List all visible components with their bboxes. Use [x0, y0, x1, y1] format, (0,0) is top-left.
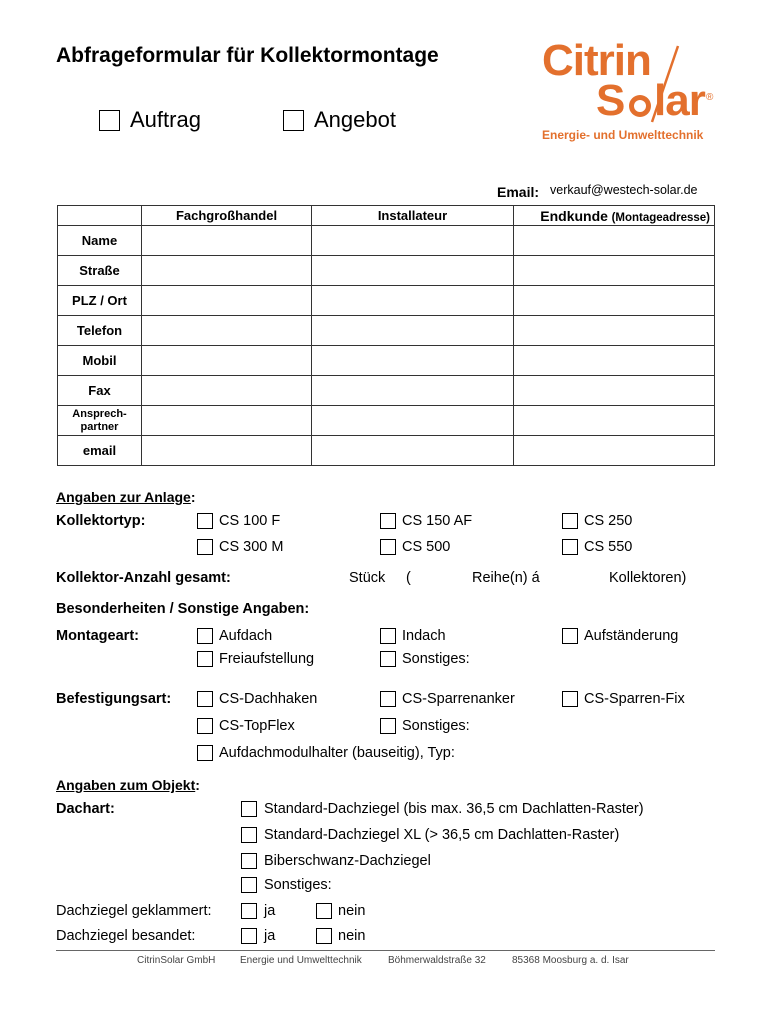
table-header-row: [58, 206, 715, 226]
table-row: [58, 346, 715, 376]
table-row: [58, 256, 715, 286]
ansprechpartner-endkunde-field[interactable]: [514, 406, 715, 436]
header-endkunde-note: (Montageadresse): [611, 211, 710, 224]
ansprechpartner-fachgrosshandel-field[interactable]: [142, 406, 312, 436]
name-endkunde-field[interactable]: [514, 226, 715, 256]
geklammert-label: Dachziegel geklammert:: [56, 903, 212, 919]
objekt-heading-text: Angaben zum Objekt: [56, 777, 196, 793]
telefon-endkunde-field[interactable]: [514, 316, 715, 346]
kollektoren-label: Kollektoren): [609, 570, 687, 586]
anlage-heading-colon: :: [190, 489, 196, 505]
row-label-telefon: Telefon: [58, 316, 142, 346]
fax-installateur-field[interactable]: [312, 376, 514, 406]
cs300m-checkbox[interactable]: [197, 539, 213, 555]
objekt-heading-colon: :: [195, 777, 200, 793]
footer-company: CitrinSolar GmbH: [137, 955, 216, 966]
geklammert-nein-label: nein: [338, 903, 366, 919]
cs-sparrenanker-checkbox[interactable]: [380, 691, 396, 707]
freiaufstellung-checkbox[interactable]: [197, 651, 213, 667]
fax-fachgrosshandel-field[interactable]: [142, 376, 312, 406]
table-row: [58, 226, 715, 256]
strasse-installateur-field[interactable]: [312, 256, 514, 286]
header-endkunde-label: Endkunde: [540, 207, 608, 224]
footer-street: Böhmerwaldstraße 32: [388, 955, 486, 966]
montage-sonstiges-checkbox[interactable]: [380, 651, 396, 667]
fax-endkunde-field[interactable]: [514, 376, 715, 406]
befestigungsart-label: Befestigungsart:: [56, 691, 172, 707]
footer-tagline: Energie und Umwelttechnik: [240, 955, 362, 966]
freiaufstellung-label: Freiaufstellung: [219, 651, 315, 667]
mobil-endkunde-field[interactable]: [514, 346, 715, 376]
email-fachgrosshandel-field[interactable]: [142, 436, 312, 466]
ansprech-line1: Ansprech-: [72, 407, 127, 420]
row-label-strasse: Straße: [58, 256, 142, 286]
besandet-label: Dachziegel besandet:: [56, 928, 196, 944]
table-row: [58, 316, 715, 346]
objekt-heading: [56, 777, 200, 793]
aufdachmodulhalter-label: Aufdachmodulhalter (bauseitig), Typ:: [219, 745, 455, 761]
biberschwanz-checkbox[interactable]: [241, 853, 257, 869]
dachart-sonstiges-checkbox[interactable]: [241, 877, 257, 893]
stueck-label: Stück: [349, 570, 386, 586]
biberschwanz-label: Biberschwanz-Dachziegel: [264, 853, 431, 869]
cs100f-checkbox[interactable]: [197, 513, 213, 529]
paren-open: (: [406, 570, 411, 586]
aufdach-label: Aufdach: [219, 628, 273, 644]
cs500-checkbox[interactable]: [380, 539, 396, 555]
logo-tagline: Energie- und Umwelttechnik: [542, 128, 704, 142]
angebot-label: Angebot: [314, 107, 396, 132]
email-value[interactable]: verkauf@westech-solar.de: [550, 183, 698, 197]
aufstaenderung-label: Aufständerung: [584, 628, 679, 644]
strasse-endkunde-field[interactable]: [514, 256, 715, 286]
header-installateur: Installateur: [312, 206, 514, 226]
aufstaenderung-checkbox[interactable]: [562, 628, 578, 644]
cs500-label: CS 500: [402, 539, 451, 555]
contact-table: [57, 205, 715, 466]
cs-sparrenanker-label: CS-Sparrenanker: [402, 691, 515, 707]
mobil-installateur-field[interactable]: [312, 346, 514, 376]
auftrag-label: Auftrag: [130, 107, 201, 132]
email-label: Email:: [497, 184, 540, 200]
logo-solar-s: S: [596, 76, 626, 125]
telefon-fachgrosshandel-field[interactable]: [142, 316, 312, 346]
cs-sparren-fix-checkbox[interactable]: [562, 691, 578, 707]
befestigung-sonstiges-label: Sonstiges:: [402, 718, 470, 734]
plz-installateur-field[interactable]: [312, 286, 514, 316]
email-endkunde-field[interactable]: [514, 436, 715, 466]
indach-checkbox[interactable]: [380, 628, 396, 644]
besandet-ja-label: ja: [264, 928, 276, 944]
ansprech-line2: partner: [80, 420, 119, 433]
cs-topflex-label: CS-TopFlex: [219, 718, 295, 734]
besonderheiten-heading: Besonderheiten / Sonstige Angaben:: [56, 601, 310, 617]
besandet-ja-checkbox[interactable]: [241, 928, 257, 944]
row-label-name: Name: [58, 226, 142, 256]
cs550-checkbox[interactable]: [562, 539, 578, 555]
befestigung-sonstiges-checkbox[interactable]: [380, 718, 396, 734]
cs-topflex-checkbox[interactable]: [197, 718, 213, 734]
standard-dachziegel-xl-checkbox[interactable]: [241, 827, 257, 843]
ansprechpartner-installateur-field[interactable]: [312, 406, 514, 436]
cs250-label: CS 250: [584, 513, 633, 529]
cs-sparren-fix-label: CS-Sparren-Fix: [584, 691, 685, 707]
email-installateur-field[interactable]: [312, 436, 514, 466]
cs550-label: CS 550: [584, 539, 633, 555]
mobil-fachgrosshandel-field[interactable]: [142, 346, 312, 376]
cs300m-label: CS 300 M: [219, 539, 284, 555]
standard-dachziegel-checkbox[interactable]: [241, 801, 257, 817]
besandet-nein-checkbox[interactable]: [316, 928, 332, 944]
citrinsolar-logo: [540, 36, 720, 146]
strasse-fachgrosshandel-field[interactable]: [142, 256, 312, 286]
dachart-sonstiges-label: Sonstiges:: [264, 877, 332, 893]
plz-fachgrosshandel-field[interactable]: [142, 286, 312, 316]
telefon-installateur-field[interactable]: [312, 316, 514, 346]
montage-sonstiges-label: Sonstiges:: [402, 651, 470, 667]
reihen-label: Reihe(n) á: [472, 570, 540, 586]
table-row: [58, 436, 715, 466]
header-endkunde: [514, 206, 715, 226]
footer-city: 85368 Moosburg a. d. Isar: [512, 955, 629, 966]
geklammert-ja-label: ja: [264, 903, 276, 919]
besandet-nein-label: nein: [338, 928, 366, 944]
table-row: [58, 286, 715, 316]
indach-label: Indach: [402, 628, 446, 644]
anlage-heading: [56, 489, 196, 505]
anlage-heading-text: Angaben zur Anlage: [56, 489, 191, 505]
row-label-plz-ort: PLZ / Ort: [58, 286, 142, 316]
row-label-ansprechpartner: [58, 406, 142, 436]
cs100f-label: CS 100 F: [219, 513, 281, 529]
geklammert-nein-checkbox[interactable]: [316, 903, 332, 919]
standard-dachziegel-xl-label: Standard-Dachziegel XL (> 36,5 cm Dachlatten-Raster): [264, 827, 620, 843]
cs150af-checkbox[interactable]: [380, 513, 396, 529]
cs-dachhaken-label: CS-Dachhaken: [219, 691, 318, 707]
cs-dachhaken-checkbox[interactable]: [197, 691, 213, 707]
row-label-fax: Fax: [58, 376, 142, 406]
dachart-label: Dachart:: [56, 801, 115, 817]
logo-solar-rest: lar: [654, 76, 705, 125]
header-fachgrosshandel: Fachgroßhandel: [142, 206, 312, 226]
registered-mark: ®: [706, 92, 714, 103]
logo-citrin: Citrin: [542, 36, 651, 85]
sun-icon: [626, 92, 654, 120]
header-empty-cell: [58, 206, 142, 226]
row-label-mobil: Mobil: [58, 346, 142, 376]
page-title: Abfrageformular für Kollektormontage: [56, 44, 439, 67]
aufdach-checkbox[interactable]: [197, 628, 213, 644]
name-fachgrosshandel-field[interactable]: [142, 226, 312, 256]
cs150af-label: CS 150 AF: [402, 513, 473, 529]
table-row: [58, 406, 715, 436]
aufdachmodulhalter-checkbox[interactable]: [197, 745, 213, 761]
footer-divider: [56, 950, 715, 951]
kollektor-anzahl-label: Kollektor-Anzahl gesamt:: [56, 570, 231, 586]
cs250-checkbox[interactable]: [562, 513, 578, 529]
angebot-checkbox[interactable]: [283, 110, 304, 131]
name-installateur-field[interactable]: [312, 226, 514, 256]
montageart-label: Montageart:: [56, 628, 139, 644]
geklammert-ja-checkbox[interactable]: [241, 903, 257, 919]
plz-endkunde-field[interactable]: [514, 286, 715, 316]
kollektortyp-label: Kollektortyp:: [56, 513, 146, 529]
row-label-email: email: [58, 436, 142, 466]
table-row: [58, 376, 715, 406]
auftrag-checkbox[interactable]: [99, 110, 120, 131]
standard-dachziegel-label: Standard-Dachziegel (bis max. 36,5 cm Dachlatten-Raster): [264, 801, 644, 817]
